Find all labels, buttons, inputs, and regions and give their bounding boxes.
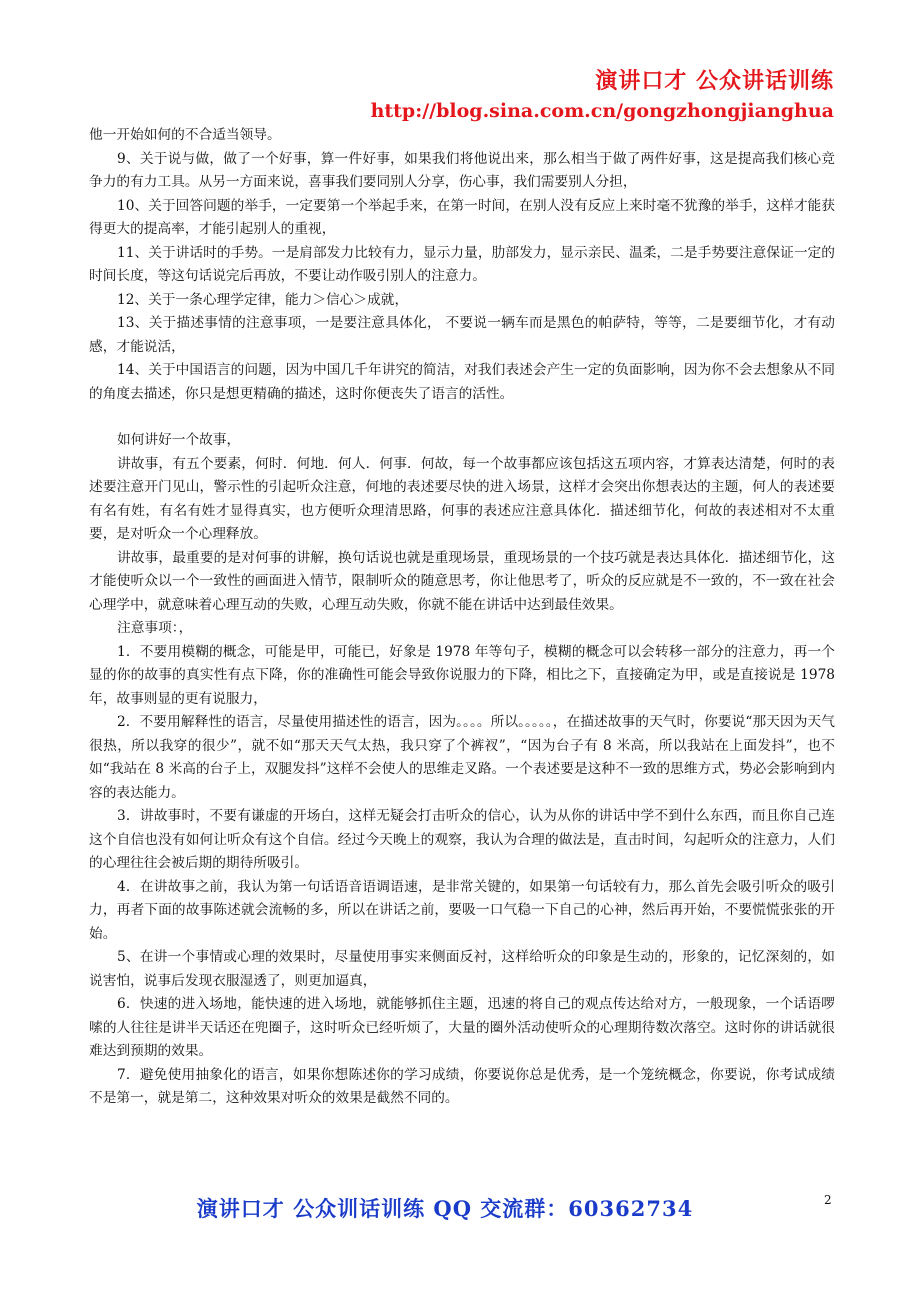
paragraph: 10、关于回答问题的举手，一定要第一个举起手来，在第一时间，在别人没有反应上来时毫不犹豫的举手，这样才能获得更大的提高率，才能引起别人的重视， — [89, 197, 835, 237]
list-item: 5、在讲一个事情或心理的效果时，尽量使用事实来侧面反衬，这样给听众的印象是生动的，形象的，记忆深刻的，如说害怕，说事后发现衣服湿透了，则更加逼真， — [89, 949, 835, 989]
paragraph: 注意事项：， — [117, 620, 193, 636]
list-item: 3．讲故事时，不要有谦虚的开场白，这样无疑会打击听众的信心，认为从你的讲话中学不到什么东西，而且你自己连这个自信也没有如何让听众有这个自信。经过今天晚上的观察，我认为合理的做法是，直击时间，勾起听众的注意力，人们的心理往往会被后期的期待所吸引。 — [89, 808, 835, 871]
page-number: 2 — [824, 1193, 832, 1207]
footer-text: 演讲口才 公众训话训练 QQ 交流群：60362734 — [196, 1196, 694, 1221]
section-heading: 如何讲好一个故事， — [117, 432, 241, 448]
paragraph: 他一开始如何的不合适当领导。 — [89, 127, 281, 143]
list-item: 2．不要用解释性的语言，尽量使用描述性的语言，因为。。。。所以。。。。。，在描述故事的天气时，你要说“那天因为天气很热，所以我穿的很少”，就不如“那天天气太热，我只穿了个裤衩”，“因为台子有 8 米高，所以我站在上面发抖”，也不如“我站在 8 米高的台子上，双腿发抖”这样不会使人的思维走叉路。一个表述要是这种不一致的思维方式，势必会影响到内容的表达能力。 — [89, 714, 835, 801]
paragraph: 讲故事，有五个要素，何时．何地．何人．何事．何故，每一个故事都应该包括这五项内容，才算表达清楚，何时的表述要注意开门见山，警示性的引起听众注意，何地的表述要尽快的进入场景，这样才会突出你想表达的主题，何人的表述要有名有姓，有名有姓才显得真实，也方便听众理清思路，何事的表述应注意具体化．描述细节化，何故的表述相对不太重要，是对听众一个心理释放。 — [89, 455, 835, 542]
page-footer — [0, 1193, 920, 1223]
paragraph: 讲故事，最重要的是对何事的讲解，换句话说也就是重现场景，重现场景的一个技巧就是表达具体化．描述细节化，这才能使听众以一个一致性的画面进入情节，限制听众的随意思考，你让他思考了，听众的反应就是不一致的，不一致在社会心理学中，就意味着心理互动的失败，心理互动失败，你就不能在讲话中达到最佳效果。 — [89, 549, 835, 613]
paragraph: 12、关于一条心理学定律，能力＞信心＞成就， — [117, 291, 409, 308]
document-body — [89, 124, 835, 1111]
paragraph: 11、关于讲话时的手势。一是肩部发力比较有力，显示力量，肋部发力，显示亲民、温柔，二是手势要注意保证一定的时间长度，等这句话说完后再放，不要让动作吸引别人的注意力。 — [89, 244, 835, 284]
paragraph: 9、关于说与做，做了一个好事，算一件好事，如果我们将他说出来，那么相当于做了两件好事，这是提高我们核心竞争力的有力工具。从另一方面来说，喜事我们要同别人分享，伤心事，我们需要别人分担， — [89, 150, 835, 190]
list-item: 4．在讲故事之前，我认为第一句话语音语调语速，是非常关键的，如果第一句话较有力，那么首先会吸引听众的吸引力，再者下面的故事陈述就会流畅的多，所以在讲话之前，要吸一口气稳一下自己的心神，然后再开始，不要慌慌张张的开始。 — [89, 878, 835, 942]
list-item: 7．避免使用抽象化的语言，如果你想陈述你的学习成绩，你要说你总是优秀，是一个笼统概念，你要说，你考试成绩不是第一，就是第二，这种效果对听众的效果是截然不同的。 — [89, 1066, 835, 1106]
paragraph: 14、关于中国语言的问题，因为中国几千年讲究的简洁，对我们表述会产生一定的负面影响，因为你不会去想象从不同的角度去描述，你只是想更精确的描述，这时你便丧失了语言的活性。 — [89, 362, 835, 402]
list-item: 1．不要用模糊的概念，可能是甲，可能已，好象是 1978 年等句子，模糊的概念可以会转移一部分的注意力，再一个显的你的故事的真实性有点下降，你的准确性可能会导致你说服力的下降，相比之下，直接确定为甲，或是直接说是 1978 年，故事则显的更有说服力， — [89, 643, 835, 707]
header-title: 演讲口才 公众讲话训练 — [595, 68, 834, 94]
header-url: http://blog.sina.com.cn/gongzhongjianghua — [370, 100, 834, 122]
list-item: 6．快速的进入场地，能快速的进入场地，就能够抓住主题，迅速的将自己的观点传达给对方，一般现象，一个话语啰嗦的人往往是讲半天话还在兜圈子，这时听众已经听烦了，大量的圈外活动使听众的心理期待数次落空。这时你的讲话就很难达到预期的效果。 — [89, 996, 835, 1059]
page-header — [234, 66, 834, 124]
paragraph: 13、关于描述事情的注意事项，一是要注意具体化， 不要说一辆车而是黑色的帕萨特，等等，二是要细节化，才有动感，才能说活， — [89, 315, 835, 355]
